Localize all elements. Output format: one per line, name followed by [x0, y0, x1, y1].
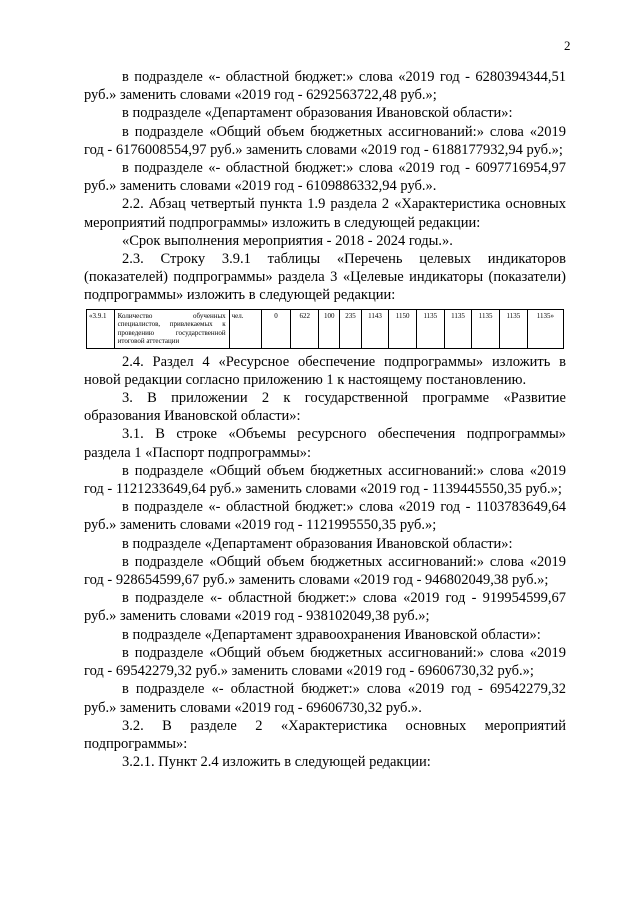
paragraph: 3.1. В строке «Объемы ресурсного обеспечения подпрограммы» раздела 1 «Паспорт подпрограммы»:	[84, 426, 566, 461]
paragraph: 2.2. Абзац четвертый пункта 1.9 раздела 2 «Характеристика основных мероприятий подпрограммы» изложить в следующей редакции:	[84, 196, 566, 231]
paragraph: 2.3. Строку 3.9.1 таблицы «Перечень целевых индикаторов (показателей) подпрограммы» раздела 3 «Целевые индикаторы (показатели) подпрограммы» изложить в следующей редакции:	[84, 251, 566, 304]
document-body	[84, 68, 566, 771]
paragraph: в подразделе «Департамент образования Ивановской области»:	[122, 535, 513, 552]
paragraph: 3.2. В разделе 2 «Характеристика основных мероприятий подпрограммы»:	[84, 717, 566, 752]
value-cell: 1135	[500, 309, 528, 348]
paragraph: в подразделе «- областной бюджет:» слова «2019 год - 919954599,67 руб.» заменить словами «2019 год - 938102049,38 руб.»;	[84, 590, 566, 625]
paragraph: в подразделе «Общий объем бюджетных ассигнований:» слова «2019 год - 6176008554,97 руб.» заменить словами «2019 год - 6188177932,94 руб.»;	[84, 123, 566, 158]
indicator-table	[86, 309, 564, 349]
indicator-name-cell: Количество обученных специалистов, привлекаемых к проведению государственной итоговой аттестации	[114, 309, 229, 348]
paragraph: в подразделе «Общий объем бюджетных ассигнований:» слова «2019 год - 928654599,67 руб.» заменить словами «2019 год - 946802049,38 руб.»;	[84, 553, 566, 589]
value-cell: 0	[261, 309, 291, 348]
paragraphs-before-table	[84, 68, 566, 305]
value-cell: 1135	[472, 309, 500, 348]
value-cell: 1143	[361, 309, 389, 348]
paragraphs-after-table	[84, 353, 566, 772]
unit-cell: чел.	[229, 309, 261, 348]
paragraph: в подразделе «- областной бюджет:» слова «2019 год - 1103783649,64 руб.» заменить словами «2019 год - 1121995550,35 руб.»;	[84, 499, 566, 534]
paragraph: в подразделе «Департамент здравоохранения Ивановской области»:	[122, 626, 541, 643]
value-cell: 1135»	[527, 309, 563, 348]
value-cell: 622	[291, 309, 319, 348]
value-cell: 1135	[416, 309, 444, 348]
paragraph: в подразделе «Общий объем бюджетных ассигнований:» слова «2019 год - 69542279,32 руб.» заменить словами «2019 год - 69606730,32 руб.»;	[84, 644, 566, 680]
page-number: 2	[564, 38, 571, 53]
paragraph: в подразделе «- областной бюджет:» слова «2019 год - 6097716954,97 руб.» заменить словами «2019 год - 6109886332,94 руб.».	[84, 160, 566, 195]
value-cell: 1135	[444, 309, 472, 348]
value-cell: 1150	[389, 309, 417, 348]
paragraph: в подразделе «- областной бюджет:» слова «2019 год - 69542279,32 руб.» заменить словами «2019 год - 69606730,32 руб.».	[84, 681, 566, 716]
paragraph: 3.2.1. Пункт 2.4 изложить в следующей редакции:	[122, 754, 431, 771]
paragraph: в подразделе «Департамент образования Ивановской области»:	[122, 105, 513, 122]
paragraph: в подразделе «- областной бюджет:» слова «2019 год - 6280394344,51 руб.» заменить словами «2019 год - 6292563722,48 руб.»;	[84, 69, 566, 104]
paragraph: «Срок выполнения мероприятия - 2018 - 2024 годы.».	[122, 232, 453, 249]
paragraph: 3. В приложении 2 к государственной программе «Развитие образования Ивановской области»:	[84, 390, 566, 425]
table-row	[87, 309, 564, 348]
value-cell: 235	[340, 309, 361, 348]
paragraph: 2.4. Раздел 4 «Ресурсное обеспечение подпрограммы» изложить в новой редакции согласно приложению 1 к настоящему постановлению.	[84, 353, 566, 388]
row-number-cell: «3.9.1	[87, 309, 115, 348]
value-cell: 100	[319, 309, 340, 348]
paragraph: в подразделе «Общий объем бюджетных ассигнований:» слова «2019 год - 1121233649,64 руб.» заменить словами «2019 год - 1139445550,35 руб.»;	[84, 462, 566, 498]
